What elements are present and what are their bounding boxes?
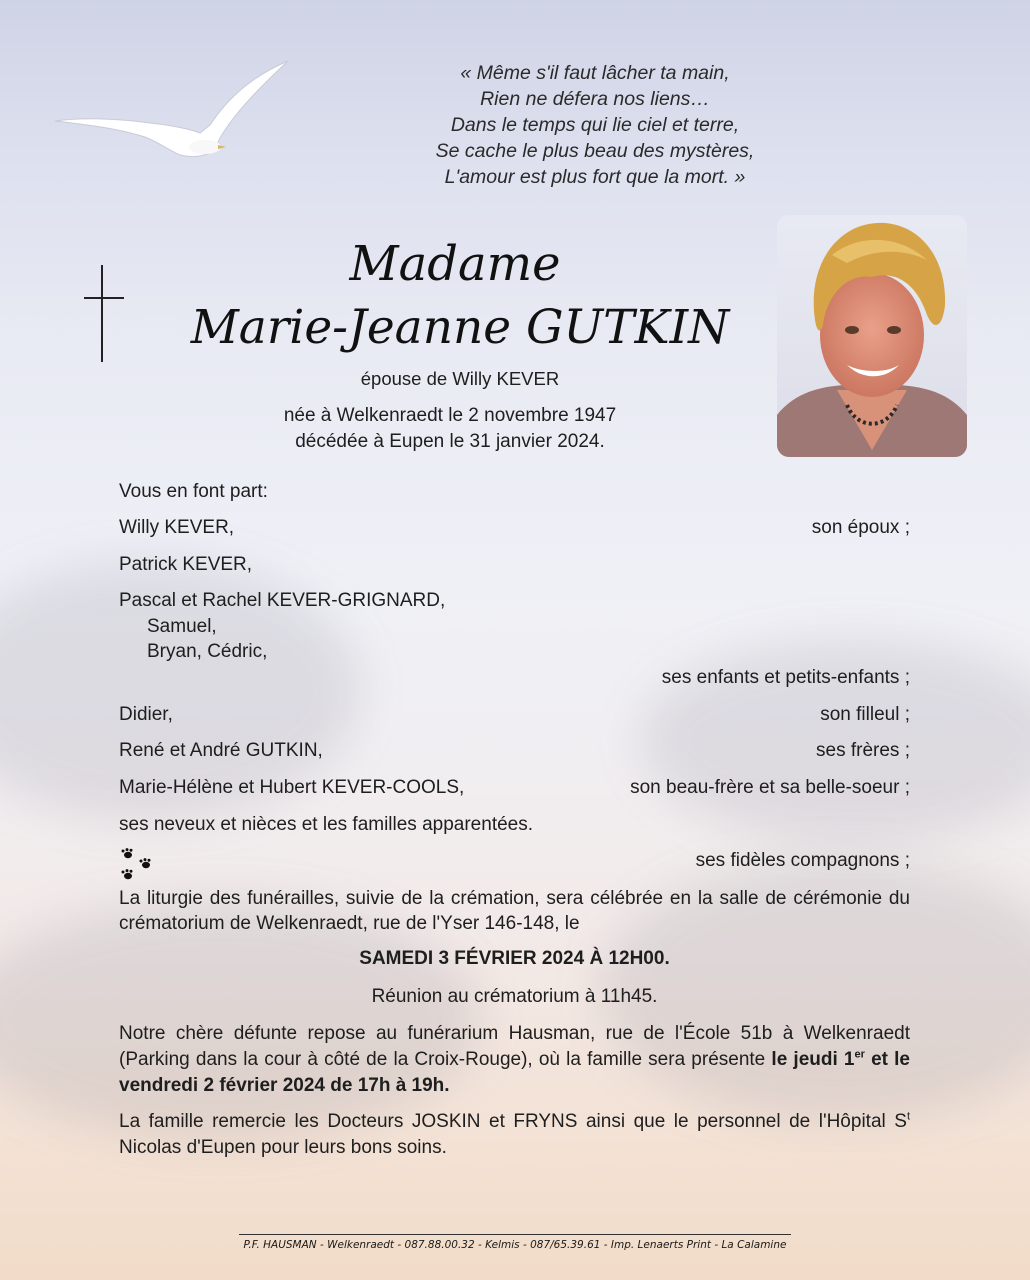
quote-line: Se cache le plus beau des mystères, (435, 140, 755, 162)
portrait-photo (777, 215, 967, 457)
honorific-title: Madame (349, 236, 561, 292)
family-entry (119, 813, 910, 837)
visitation-hours-a: le jeudi 1 (771, 1049, 855, 1070)
deceased-name: Marie-Jeanne GUTKIN (190, 300, 730, 355)
family-entry (119, 516, 910, 540)
family-relation: son beau-frère et sa belle-soeur ; (630, 777, 910, 798)
ceremony-meeting: Réunion au crématorium à 11h45. (371, 986, 658, 1007)
family-intro: Vous en font part: (119, 481, 268, 502)
family-entry (119, 615, 910, 639)
thanks-text (119, 1109, 910, 1161)
family-entry (119, 553, 910, 577)
quote-line: « Même s'il faut lâcher ta main, (460, 62, 730, 84)
family-name: Patrick KEVER, (119, 554, 253, 575)
cross-icon (84, 297, 124, 299)
visitation-body: Notre chère défunte repose au funérarium Hausman, rue de l'École 51b à Welkenraedt (Parking dans la cour à côté de la Croix-Rouge), où la famille sera présente (119, 1023, 910, 1070)
footer-divider (239, 1234, 791, 1235)
quote-line: Rien ne défera nos liens… (480, 88, 710, 110)
family-relation: ses fidèles compagnons ; (695, 850, 910, 871)
family-name: Samuel, (147, 616, 217, 637)
family-entry (119, 640, 910, 664)
birth-line: née à Welkenraedt le 2 novembre 1947 (283, 405, 617, 426)
thanks-body-end: Nicolas d'Eupen pour leurs bons soins. (119, 1137, 447, 1158)
seagull-icon (50, 55, 295, 165)
family-name: Didier, (119, 704, 173, 725)
thanks-sup: t (906, 1110, 910, 1123)
background-cloud (0, 900, 480, 1140)
spouse-line: épouse de Willy KEVER (360, 368, 560, 389)
life-dates (240, 403, 660, 455)
family-relation: ses enfants et petits-enfants ; (661, 667, 910, 688)
visitation-hours-b: et le vendredi 2 février 2024 de 17h à 19h. (119, 1049, 910, 1096)
paw-prints-icon (119, 848, 155, 882)
family-name: Pascal et Rachel KEVER-GRIGNARD, (119, 590, 446, 611)
ceremony-date: SAMEDI 3 FÉVRIER 2024 À 12H00. (359, 948, 670, 969)
family-name: Willy KEVER, (119, 517, 235, 538)
family-relation: ses frères ; (816, 740, 910, 761)
cross-icon (101, 265, 103, 362)
family-entry (119, 776, 910, 800)
visitation-hours-sup: er (854, 1048, 865, 1061)
family-relation: son époux ; (811, 517, 910, 538)
poem-quote (300, 60, 890, 190)
family-name: Marie-Hélène et Hubert KEVER-COOLS, (119, 777, 465, 798)
family-name: Bryan, Cédric, (147, 641, 268, 662)
death-line: décédée à Eupen le 31 janvier 2024. (295, 431, 605, 452)
family-entry (119, 589, 910, 613)
thanks-body: La famille remercie les Docteurs JOSKIN et FRYNS ainsi que le personnel de l'Hôpital S (119, 1111, 907, 1132)
footer-credits: P.F. HAUSMAN - Welkenraedt - 087.88.00.32 - Kelmis - 087/65.39.61 - Imp. Lenaerts Print - La Calamine (243, 1239, 787, 1251)
family-entry (119, 739, 910, 763)
quote-line: L'amour est plus fort que la mort. » (444, 166, 746, 188)
ceremony-text: La liturgie des funérailles, suivie de la crémation, sera célébrée en la salle de cérémonie du crématorium de Welkenraedt, rue de l'Yser 146-148, le (119, 888, 910, 934)
family-name: ses neveux et nièces et les familles apparentées. (119, 814, 534, 835)
family-name: René et André GUTKIN, (119, 740, 323, 761)
family-entry (119, 703, 910, 727)
family-relation: son filleul ; (820, 704, 910, 725)
quote-line: Dans le temps qui lie ciel et terre, (450, 114, 740, 136)
visitation-text (119, 1021, 910, 1099)
